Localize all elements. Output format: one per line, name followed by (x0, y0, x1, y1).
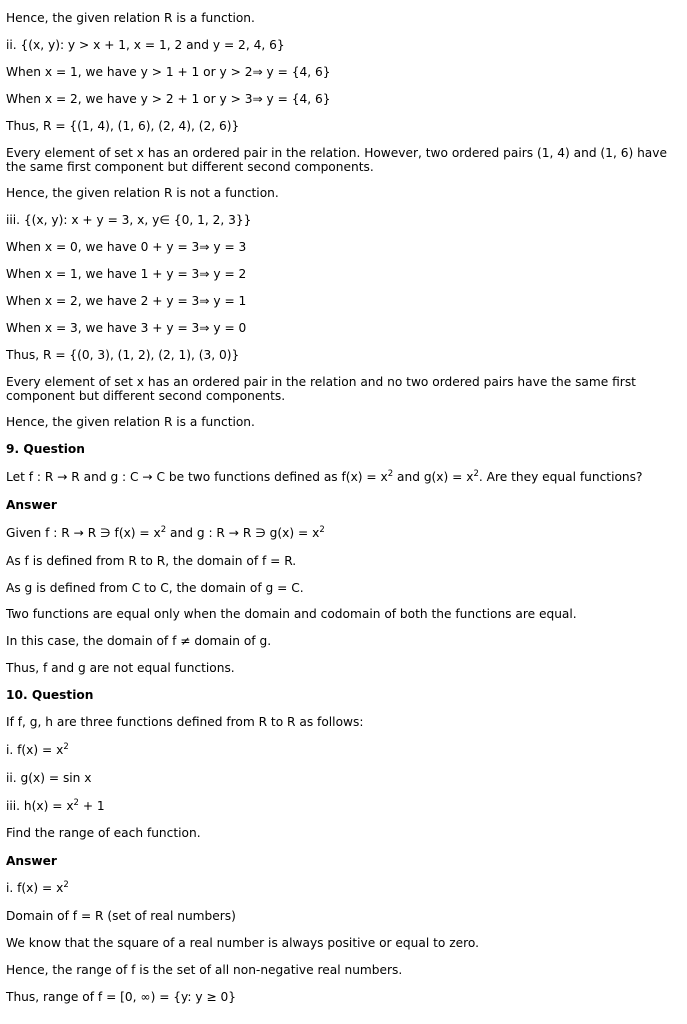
text-line: iii. $h(x) = x^2 + 1$ (6, 798, 105, 813)
text-line: As f is defined from R to R, the domain of f = R. (6, 554, 297, 568)
text-line: Hence, the range of f is the set of all non-negative real numbers. (6, 963, 403, 977)
text-line: Hence, the given relation R is not a function. (6, 186, 279, 200)
text-line: Given f : R → R ∋ $f(x) = x^2$ and g : R → R ∋ $g(x) = x^2$ (6, 525, 325, 540)
question-heading: 9. Question (6, 442, 85, 456)
text-line: When x = 2, we have y > 2 + 1 or y > 3⇒ y = {4, 6} (6, 92, 331, 106)
text-line: As g is defined from C to C, the domain of g = C. (6, 581, 304, 595)
text-line: When x = 3, we have 3 + y = 3⇒ y = 0 (6, 321, 247, 335)
answer-heading: Answer (6, 498, 57, 512)
question-text: Let f : R → R and g : C → C be two functions defined as $f(x) = x^2$ and $g(x) = x^2$. Are they equal functions? (6, 469, 643, 484)
text-line: In this case, the domain of f ≠ domain of g. (6, 634, 272, 648)
text-line: Find the range of each function. (6, 826, 201, 840)
text-line: ii. g(x) = sin x (6, 771, 92, 785)
question-heading: 10. Question (6, 688, 94, 702)
text-line: Hence, the given relation R is a function. (6, 11, 255, 25)
text-line: i. $f(x) = x^2$ (6, 880, 69, 895)
text-line: When x = 0, we have 0 + y = 3⇒ y = 3 (6, 240, 247, 254)
text-line: Two functions are equal only when the domain and codomain of both the functions are equal. (6, 607, 577, 621)
text-paragraph: Every element of set x has an ordered pair in the relation. However, two ordered pairs (1, 4) and (1, 6) have the same first component but different second components. (6, 146, 667, 174)
text-line: We know that the square of a real number is always positive or equal to zero. (6, 936, 479, 950)
text-line: When x = 1, we have y > 1 + 1 or y > 2⇒ y = {4, 6} (6, 65, 331, 79)
text-paragraph: Every element of set x has an ordered pair in the relation and no two ordered pairs have the same first component but different second components. (6, 375, 636, 403)
text-line: iii. {(x, y): x + y = 3, x, y∈ {0, 1, 2, 3}} (6, 213, 252, 227)
text-line: Hence, the given relation R is a function. (6, 415, 255, 429)
text-line: Domain of f = R (set of real numbers) (6, 909, 236, 923)
text-line: i. $f(x) = x^2$ (6, 742, 69, 757)
text-line: When x = 1, we have 1 + y = 3⇒ y = 2 (6, 267, 247, 281)
text-line: Thus, f and g are not equal functions. (6, 661, 235, 675)
text-line: When x = 2, we have 2 + y = 3⇒ y = 1 (6, 294, 247, 308)
answer-heading: Answer (6, 854, 57, 868)
text-line: Thus, range of f = [0, ∞) = {y: y ≥ 0} (6, 990, 237, 1004)
text-line: Thus, R = {(1, 4), (1, 6), (2, 4), (2, 6)} (6, 119, 240, 133)
question-text: If f, g, h are three functions defined from R to R as follows: (6, 715, 364, 729)
text-line: ii. {(x, y): y > x + 1, x = 1, 2 and y = 2, 4, 6} (6, 38, 285, 52)
text-line: Thus, R = {(0, 3), (1, 2), (2, 1), (3, 0)} (6, 348, 240, 362)
